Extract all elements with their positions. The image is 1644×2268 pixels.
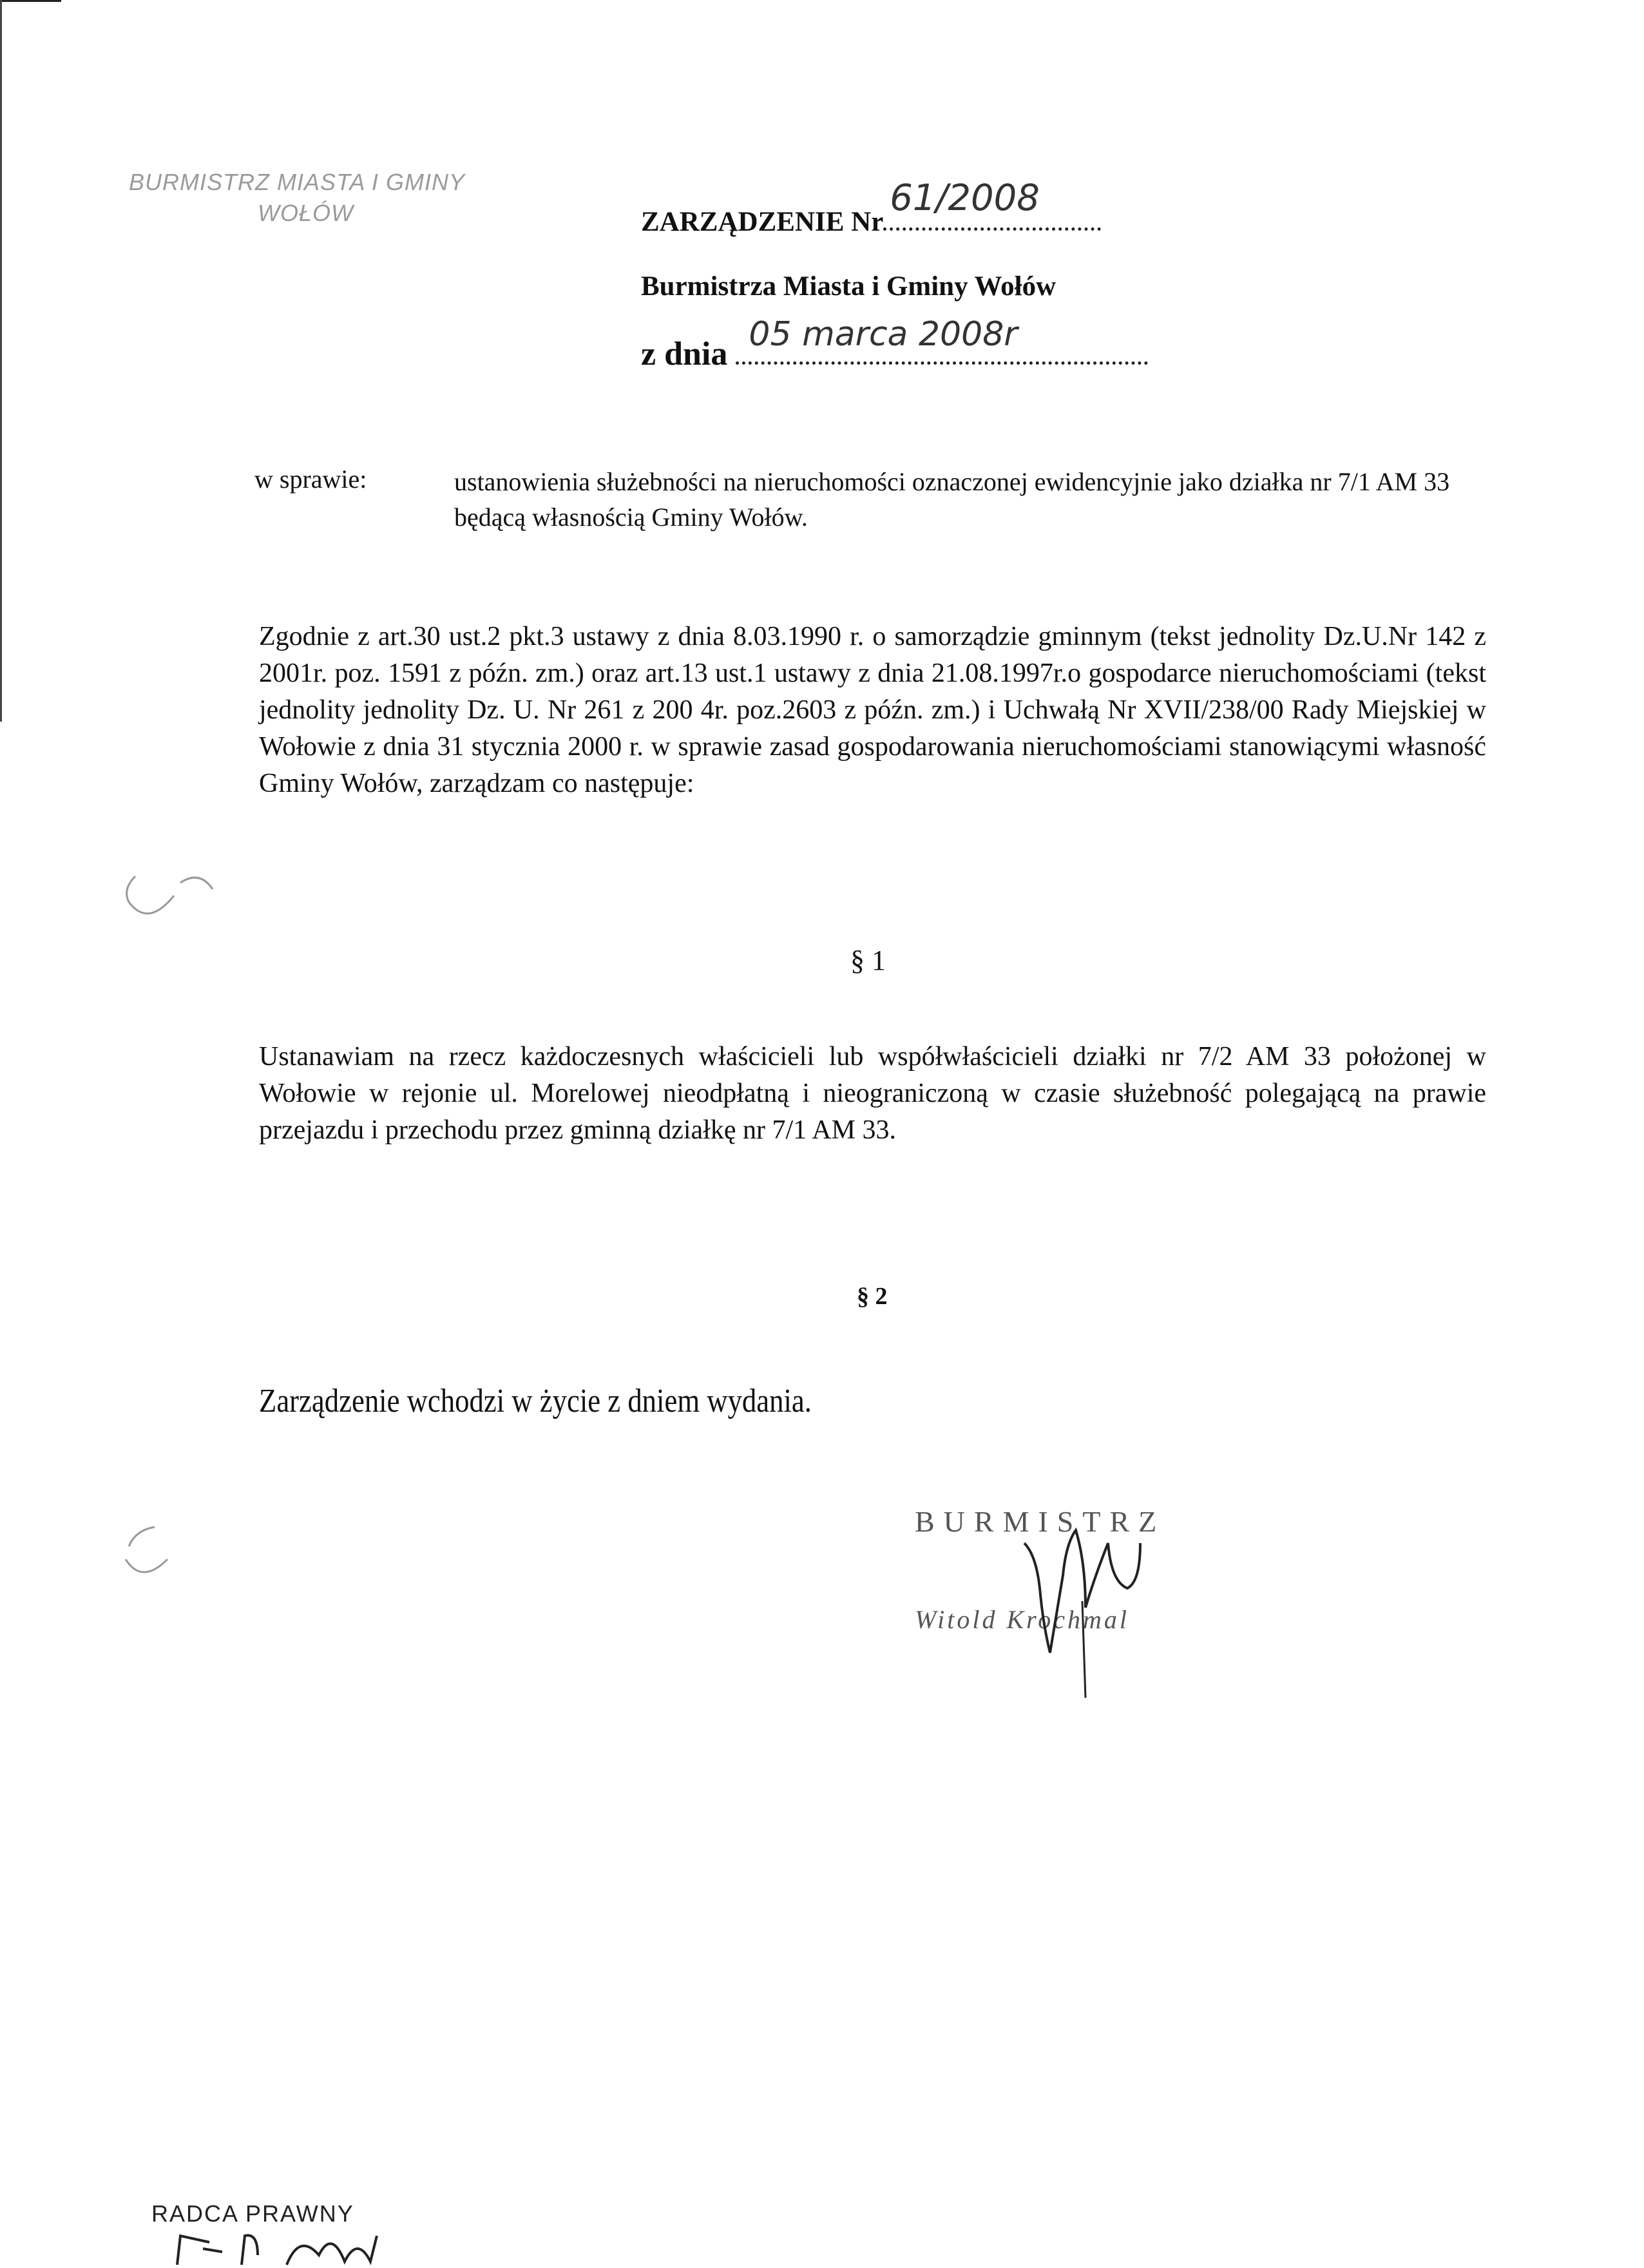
- subject-text: ustanowienia służebności na nieruchomości oznaczonej ewidencyjnie jako działka nr 7/1 AM 33 będącą własnością Gminy Wołów.: [454, 467, 1450, 532]
- handwritten-signature: [979, 1504, 1185, 1698]
- section-1-text: Ustanawiam na rzecz każdoczesnych właścicieli lub współwłaścicieli działki nr 7/2 AM 33 położonej w Wołowie w rejonie ul. Morelowej nieodpłatną i nieograniczoną w czasie służebność polegającą na prawie przejazdu i przechodu przez gminną działkę nr 7/1 AM 33.: [259, 1042, 1486, 1145]
- mayor-signature-stamp: [915, 1504, 1314, 1698]
- scan-edge-top: [0, 0, 61, 2]
- legal-counsel-signature: [164, 2229, 435, 2268]
- signature-stamp-name: Witold Krochmal: [915, 1605, 1129, 1634]
- date-line: [641, 315, 1148, 373]
- date-dotted-line: [736, 315, 1148, 365]
- subject-label: w sprawie:: [254, 465, 367, 494]
- section-1-heading: § 1: [850, 945, 886, 976]
- signature-stamp-title: BURMISTRZ: [915, 1505, 1166, 1538]
- number-dotted-line: [883, 177, 1101, 231]
- document-title: [641, 177, 1101, 238]
- title-label: ZARZĄDZENIE Nr: [641, 207, 884, 237]
- legal-basis: Zgodnie z art.30 ust.2 pkt.3 ustawy z dnia 8.03.1990 r. o samorządzie gminnym (tekst jednolity Dz.U.Nr 142 z 2001r. poz. 1591 z późn. zm.) oraz art.13 ust.1 ustawy z dnia 21.08.1997r.o gospodarce nieruchomościami (tekst jednolity jednolity Dz. U. Nr 261 z 200 4r. poz.2603 z późn. zm.) i Uchwałą Nr XVII/238/00 Rady Miejskiej w Wołowie z dnia 31 stycznia 2000 r. w sprawie zasad gospodarowania nieruchomościami stanowiącymi własność Gminy Wołów, zarządzam co następuje:: [259, 622, 1486, 798]
- handwritten-date: 05 marca 2008r: [749, 315, 1018, 354]
- section-2-heading: § 2: [857, 1283, 888, 1310]
- issuer-line: Burmistrza Miasta i Gminy Wołów: [641, 271, 1056, 302]
- date-label: z dnia: [641, 336, 728, 372]
- office-stamp: [129, 169, 515, 227]
- punch-hole-mark: [110, 857, 219, 934]
- handwritten-number: 61/2008: [890, 177, 1040, 219]
- legal-counsel-label: RADCA PRAWNY: [151, 2200, 354, 2227]
- office-stamp-line1: BURMISTRZ MIASTA I GMINY: [129, 169, 466, 195]
- punch-hole-mark: [116, 1521, 193, 1591]
- office-stamp-line2: WOŁÓW: [258, 200, 354, 226]
- section-2-text: Zarządzenie wchodzi w życie z dniem wydania.: [259, 1383, 812, 1419]
- scan-edge-left: [0, 0, 2, 722]
